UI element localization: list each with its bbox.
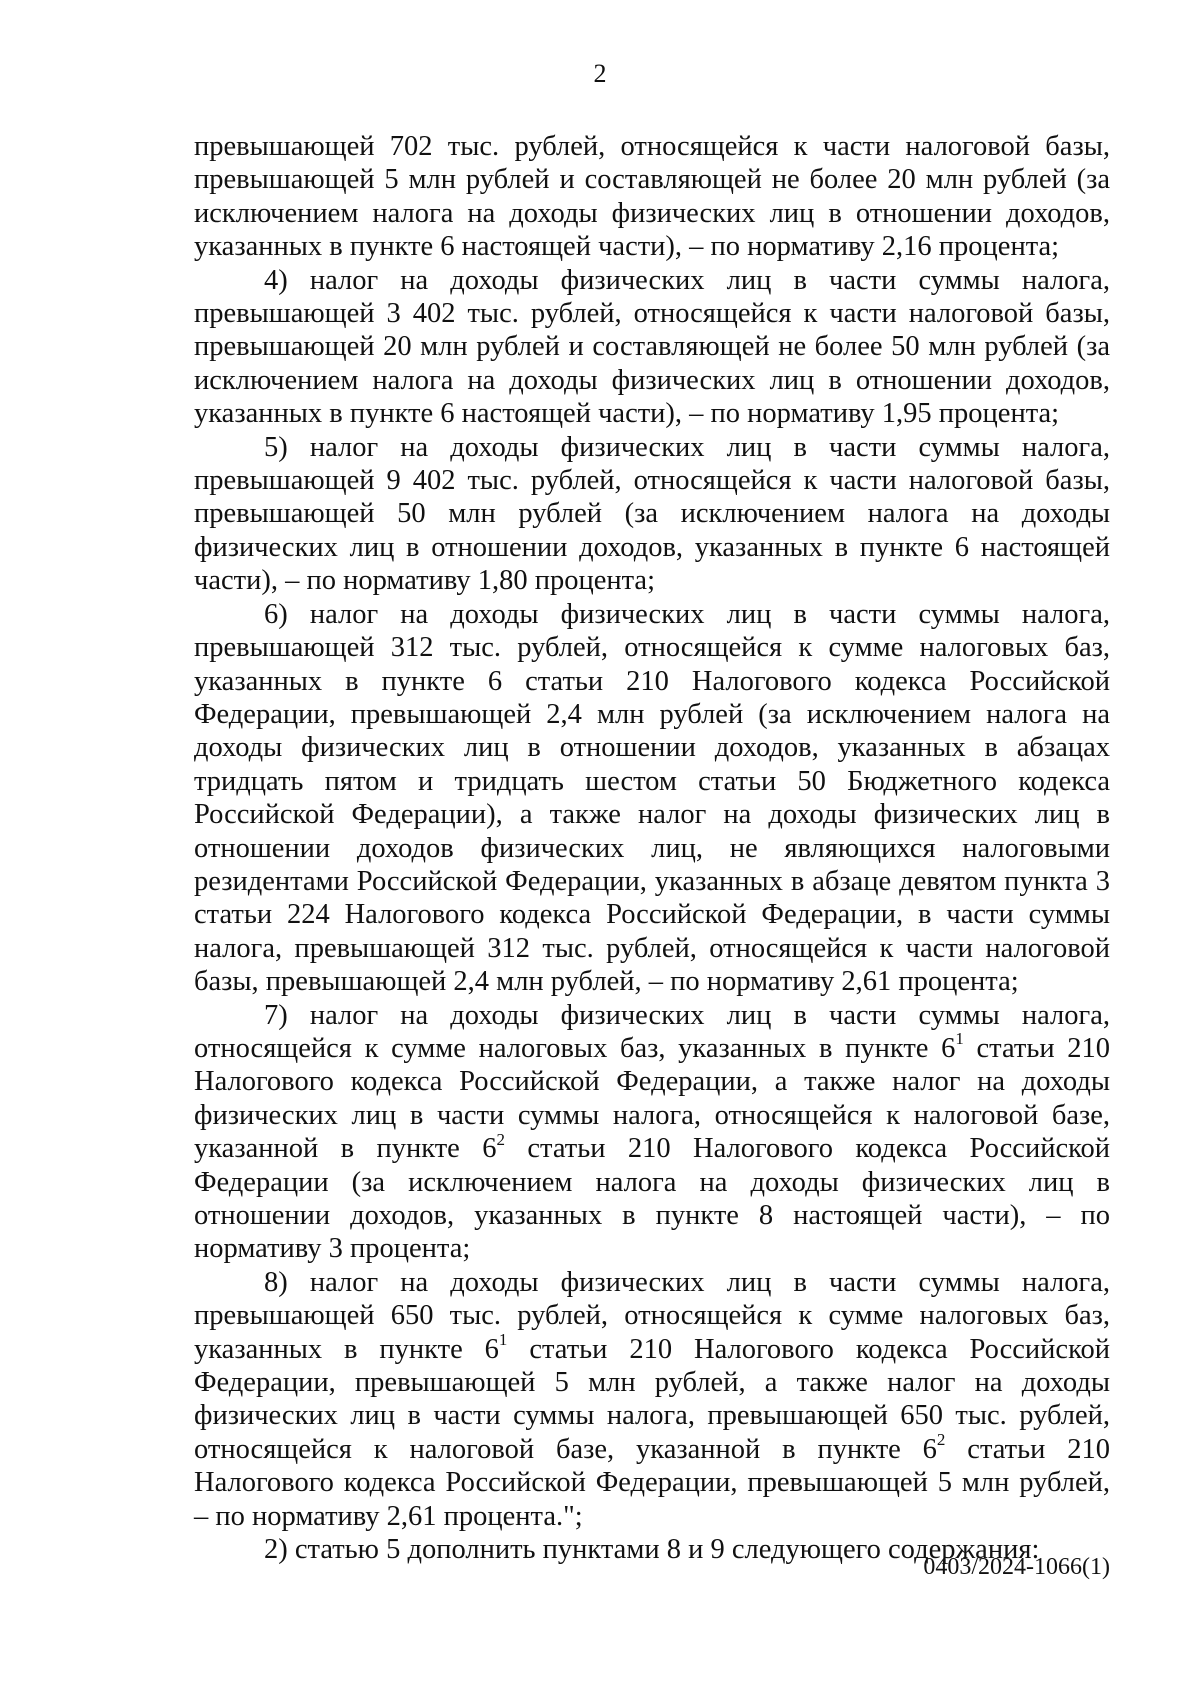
paragraph-item-7 — [194, 999, 1110, 1266]
paragraph-continuation: превышающей 702 тыс. рублей, относящейся к части налоговой базы, превышающей 5 млн рублей и составляющей не более 20 млн рублей (за исключением налога на доходы физических лиц в отношении доходов, указанных в пункте 6 настоящей части), – по нормативу 2,16 процента; — [194, 131, 1110, 263]
paragraph-item-7-text-a: 7) налог на доходы физических лиц в части суммы налога, относящейся к сумме налоговых баз, указанных в пункте 6 — [194, 999, 1110, 1064]
paragraph-item-4: 4) налог на доходы физических лиц в части суммы налога, превышающей 3 402 тыс. рублей, относящейся к части налоговой базы, превышающей 20 млн рублей и составляющей не более 50 млн рублей (за исключением налога на доходы физических лиц в отношении доходов, указанных в пункте 6 настоящей части), – по нормативу 1,95 процента; — [194, 264, 1110, 430]
page-number: 2 — [593, 59, 607, 88]
document-code: 0403/2024-1066(1) — [923, 1554, 1110, 1580]
paragraph-amendment-2: 2) статью 5 дополнить пунктами 8 и 9 следующего содержания: — [264, 1534, 1040, 1566]
superscript-1: 1 — [498, 1330, 508, 1350]
superscript-1: 1 — [955, 1029, 964, 1049]
paragraph-item-6: 6) налог на доходы физических лиц в части суммы налога, превышающей 312 тыс. рублей, относящейся к сумме налоговых баз, указанных в пункте 6 статьи 210 Налогового кодекса Российской Федерации, превышающей 2,4 млн рублей (за исключением налога на доходы физических лиц в отношении доходов, указанных в абзацах тридцать пятом и тридцать шестом статьи 50 Бюджетного кодекса Российской Федерации), а также налог на доходы физических лиц в отношении доходов физических лиц, не являющихся налоговыми резидентами Российской Федерации, указанных в абзаце девятом пункта 3 статьи 224 Налогового кодекса Российской Федерации, в части суммы налога, превышающей 312 тыс. рублей, относящейся к части налоговой базы, превышающей 2,4 млн рублей, – по нормативу 2,61 процента; — [194, 598, 1110, 998]
document-body — [194, 130, 1110, 1566]
superscript-2: 2 — [496, 1129, 505, 1149]
superscript-2: 2 — [936, 1430, 946, 1450]
paragraph-item-7-text-b: статьи 210 Налогового кодекса Российской Федерации, а также налог на доходы физических лиц в части суммы налога, относящейся к налоговой базе, указанной в пункте 6 — [194, 1032, 1110, 1165]
paragraph-item-7-text-c: статьи 210 Налогового кодекса Российской Федерации (за исключением налога на доходы физических лиц в отношении доходов, указанных в пункте 8 настоящей части), – по нормативу 3 процента; — [194, 1133, 1111, 1265]
paragraph-item-5: 5) налог на доходы физических лиц в части суммы налога, превышающей 9 402 тыс. рублей, относящейся к части налоговой базы, превышающей 50 млн рублей (за исключением налога на доходы физических лиц в отношении доходов, указанных в пункте 6 настоящей части), – по нормативу 1,80 процента; — [194, 431, 1110, 597]
paragraph-item-8 — [194, 1266, 1110, 1533]
paragraph-item-8-text-a: 8) налог на доходы физических лиц в части суммы налога, превышающей 650 тыс. рублей, относящейся к сумме налоговых баз, указанных в пункте 6 — [194, 1266, 1110, 1365]
paragraph-item-8-text-b: статьи 210 Налогового кодекса Российской Федерации, превышающей 5 млн рублей, а также налог на доходы физических лиц в части суммы налога, превышающей 650 тыс. рублей, относящейся к налоговой базе, указанной в пункте 6 — [194, 1333, 1110, 1465]
paragraph-item-8-text-c: статьи 210 Налогового кодекса Российской Федерации, превышающей 5 млн рублей, – по нормативу 2,61 процента."; — [194, 1433, 1110, 1532]
